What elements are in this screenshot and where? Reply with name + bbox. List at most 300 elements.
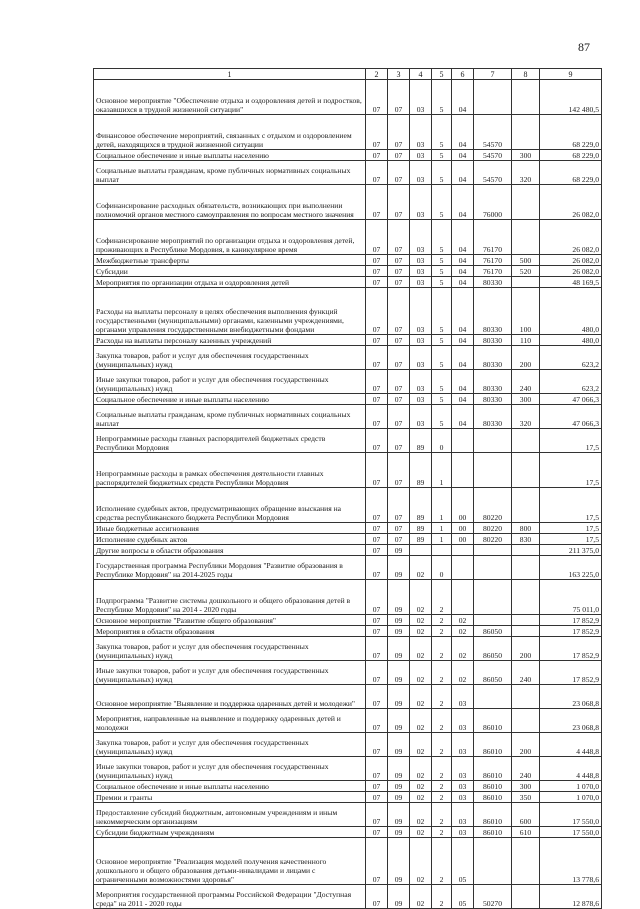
- row-expense-type: 240: [512, 370, 540, 394]
- row-expense-type: 240: [512, 757, 540, 781]
- row-expense-type: [512, 685, 540, 709]
- row-program: 03: [410, 288, 432, 335]
- row-target: 86010: [474, 827, 512, 838]
- row-expense-type: 350: [512, 792, 540, 803]
- row-amount: 4 448,8: [540, 733, 602, 757]
- row-name: Государственная программа Республики Мордовия "Развитие образования в Республике Мордовия" на 2014-2025 годы: [94, 556, 366, 580]
- row-name: Мероприятия, направленные на выявление и поддержку одаренных детей и молодежи: [94, 709, 366, 733]
- row-program: 02: [410, 685, 432, 709]
- row-program: 02: [410, 709, 432, 733]
- row-subsection: 09: [388, 803, 410, 827]
- row-section: 07: [366, 545, 388, 556]
- row-section: 07: [366, 580, 388, 615]
- row-program: 02: [410, 661, 432, 685]
- row-amount: 17,5: [540, 523, 602, 534]
- row-subprogram: 2: [432, 792, 452, 803]
- row-amount: 17,5: [540, 488, 602, 523]
- row-target: 54570: [474, 161, 512, 185]
- row-subprogram: 2: [432, 803, 452, 827]
- row-target: 80220: [474, 488, 512, 523]
- table-row: [94, 288, 602, 335]
- table-row: [94, 803, 602, 827]
- table-row: [94, 185, 602, 220]
- row-event: 04: [452, 185, 474, 220]
- row-program: 02: [410, 838, 432, 885]
- row-subprogram: 5: [432, 255, 452, 266]
- row-name: Основное мероприятие "Выявление и поддержка одаренных детей и молодежи": [94, 685, 366, 709]
- row-target: 54570: [474, 150, 512, 161]
- table-row: [94, 580, 602, 615]
- row-subsection: 09: [388, 661, 410, 685]
- row-program: 02: [410, 580, 432, 615]
- row-section: 07: [366, 429, 388, 453]
- table-row: [94, 266, 602, 277]
- row-expense-type: 500: [512, 255, 540, 266]
- row-subsection: 09: [388, 885, 410, 909]
- row-event: 04: [452, 277, 474, 288]
- table-row: [94, 556, 602, 580]
- row-subsection: 09: [388, 637, 410, 661]
- row-target: 86010: [474, 792, 512, 803]
- row-section: 07: [366, 405, 388, 429]
- row-amount: 623,2: [540, 346, 602, 370]
- table-row: [94, 220, 602, 255]
- row-section: 07: [366, 827, 388, 838]
- row-section: 07: [366, 534, 388, 545]
- row-event: 03: [452, 733, 474, 757]
- row-amount: 211 375,0: [540, 545, 602, 556]
- row-expense-type: 200: [512, 346, 540, 370]
- row-subprogram: 5: [432, 370, 452, 394]
- row-amount: 142 480,5: [540, 80, 602, 115]
- row-expense-type: [512, 615, 540, 626]
- row-name: Непрограммные расходы главных распорядителей бюджетных средств Республики Мордовия: [94, 429, 366, 453]
- row-name: Иные закупки товаров, работ и услуг для обеспечения государственных (муниципальных) нужд: [94, 661, 366, 685]
- row-expense-type: 110: [512, 335, 540, 346]
- row-amount: 48 169,5: [540, 277, 602, 288]
- row-target: 86010: [474, 757, 512, 781]
- table-row: [94, 488, 602, 523]
- row-program: 02: [410, 626, 432, 637]
- row-expense-type: [512, 115, 540, 150]
- header-cell: 2: [366, 69, 388, 80]
- row-target: [474, 545, 512, 556]
- row-subprogram: 5: [432, 277, 452, 288]
- row-amount: 623,2: [540, 370, 602, 394]
- row-section: 07: [366, 488, 388, 523]
- row-name: Социальное обеспечение и иные выплаты населению: [94, 781, 366, 792]
- row-expense-type: [512, 488, 540, 523]
- row-section: 07: [366, 637, 388, 661]
- row-subsection: 07: [388, 394, 410, 405]
- row-subprogram: 1: [432, 453, 452, 488]
- row-subsection: 07: [388, 534, 410, 545]
- row-subprogram: [432, 545, 452, 556]
- row-program: 02: [410, 556, 432, 580]
- row-amount: 480,0: [540, 288, 602, 335]
- row-program: [410, 545, 432, 556]
- row-section: 07: [366, 803, 388, 827]
- row-expense-type: [512, 556, 540, 580]
- row-section: 07: [366, 255, 388, 266]
- row-program: 03: [410, 150, 432, 161]
- row-subsection: 07: [388, 488, 410, 523]
- row-name: Предоставление субсидий бюджетным, автономным учреждениям и иным некоммерческим организациям: [94, 803, 366, 827]
- row-expense-type: 200: [512, 733, 540, 757]
- row-subsection: 09: [388, 709, 410, 733]
- row-subsection: 09: [388, 792, 410, 803]
- header-cell: 9: [540, 69, 602, 80]
- row-target: 86010: [474, 733, 512, 757]
- row-subprogram: 2: [432, 757, 452, 781]
- row-event: 04: [452, 288, 474, 335]
- row-subprogram: 1: [432, 534, 452, 545]
- row-program: 03: [410, 80, 432, 115]
- table-row: [94, 534, 602, 545]
- row-event: 05: [452, 838, 474, 885]
- row-target: 76170: [474, 255, 512, 266]
- row-subprogram: 5: [432, 80, 452, 115]
- row-subsection: 07: [388, 80, 410, 115]
- table-row: [94, 523, 602, 534]
- row-subprogram: 1: [432, 523, 452, 534]
- row-name: Мероприятия государственной программы Российской Федерации "Доступная среда" на 2011 - 2020 годы: [94, 885, 366, 909]
- row-amount: 26 082,0: [540, 266, 602, 277]
- row-program: 03: [410, 277, 432, 288]
- row-program: 02: [410, 803, 432, 827]
- row-name: Расходы на выплаты персоналу в целях обеспечения выполнения функций государственными (муниципальными) органами, казенными учреждениями, органами управления государственными внебюджетными фондами: [94, 288, 366, 335]
- row-amount: 68 229,0: [540, 161, 602, 185]
- row-target: 80330: [474, 405, 512, 429]
- row-program: 03: [410, 115, 432, 150]
- header-cell: 6: [452, 69, 474, 80]
- row-name: Закупка товаров, работ и услуг для обеспечения государственных (муниципальных) нужд: [94, 733, 366, 757]
- row-subprogram: 5: [432, 266, 452, 277]
- table-row: [94, 405, 602, 429]
- row-name: Субсидии: [94, 266, 366, 277]
- row-subsection: 09: [388, 838, 410, 885]
- row-subprogram: 5: [432, 288, 452, 335]
- row-section: 07: [366, 685, 388, 709]
- row-event: [452, 453, 474, 488]
- page-number: 87: [578, 40, 590, 54]
- row-event: 03: [452, 803, 474, 827]
- row-section: 07: [366, 733, 388, 757]
- table-row: [94, 429, 602, 453]
- row-event: 00: [452, 534, 474, 545]
- row-event: 03: [452, 709, 474, 733]
- row-name: Подпрограмма "Развитие системы дошкольного и общего образования детей в Республике Мордовия" на 2014 - 2020 годы: [94, 580, 366, 615]
- row-name: Основное мероприятие "Реализация моделей получения качественного дошкольного и общего образования детьми-инвалидами и лицами с ограниченными возможностями здоровья": [94, 838, 366, 885]
- row-amount: 17 550,0: [540, 803, 602, 827]
- row-subprogram: 2: [432, 580, 452, 615]
- row-subsection: 07: [388, 150, 410, 161]
- row-expense-type: [512, 80, 540, 115]
- row-name: Мероприятия в области образования: [94, 626, 366, 637]
- row-name: Исполнение судебных актов, предусматривающих обращение взыскания на средства республиканского бюджета Республики Мордовия: [94, 488, 366, 523]
- header-cell: 3: [388, 69, 410, 80]
- row-expense-type: [512, 453, 540, 488]
- row-subprogram: 5: [432, 346, 452, 370]
- row-expense-type: [512, 220, 540, 255]
- row-expense-type: 320: [512, 405, 540, 429]
- row-name: Софинансирование мероприятий по организации отдыха и оздоровления детей, проживающих в Республике Мордовия, в каникулярное время: [94, 220, 366, 255]
- row-section: 07: [366, 80, 388, 115]
- row-expense-type: [512, 429, 540, 453]
- row-event: 04: [452, 266, 474, 277]
- table-row: [94, 335, 602, 346]
- row-name: Премии и гранты: [94, 792, 366, 803]
- row-expense-type: [512, 185, 540, 220]
- row-program: 89: [410, 534, 432, 545]
- row-program: 02: [410, 792, 432, 803]
- row-subsection: 07: [388, 370, 410, 394]
- row-program: 02: [410, 615, 432, 626]
- row-amount: 1 070,0: [540, 792, 602, 803]
- row-amount: 26 082,0: [540, 255, 602, 266]
- row-event: 04: [452, 150, 474, 161]
- row-section: 07: [366, 709, 388, 733]
- row-name: Закупка товаров, работ и услуг для обеспечения государственных (муниципальных) нужд: [94, 637, 366, 661]
- row-event: [452, 545, 474, 556]
- row-event: 05: [452, 885, 474, 909]
- row-section: 07: [366, 266, 388, 277]
- row-name: Другие вопросы в области образования: [94, 545, 366, 556]
- row-name: Закупка товаров, работ и услуг для обеспечения государственных (муниципальных) нужд: [94, 346, 366, 370]
- row-target: 80220: [474, 534, 512, 545]
- row-amount: 480,0: [540, 335, 602, 346]
- table-row: [94, 757, 602, 781]
- table-row: [94, 685, 602, 709]
- row-subsection: 09: [388, 556, 410, 580]
- row-name: Мероприятия по организации отдыха и оздоровления детей: [94, 277, 366, 288]
- row-program: 03: [410, 394, 432, 405]
- row-section: 07: [366, 185, 388, 220]
- row-amount: 47 066,3: [540, 394, 602, 405]
- row-event: 03: [452, 685, 474, 709]
- row-program: 02: [410, 885, 432, 909]
- row-section: 07: [366, 161, 388, 185]
- table-row: [94, 838, 602, 885]
- row-event: 02: [452, 626, 474, 637]
- row-program: 02: [410, 827, 432, 838]
- row-program: 03: [410, 405, 432, 429]
- row-event: 00: [452, 488, 474, 523]
- row-subprogram: 2: [432, 661, 452, 685]
- row-subprogram: 2: [432, 626, 452, 637]
- row-subprogram: 5: [432, 150, 452, 161]
- row-amount: 4 448,8: [540, 757, 602, 781]
- row-target: 80330: [474, 277, 512, 288]
- row-section: 07: [366, 115, 388, 150]
- row-event: 04: [452, 346, 474, 370]
- table-row: [94, 792, 602, 803]
- row-section: 07: [366, 370, 388, 394]
- row-subprogram: 2: [432, 827, 452, 838]
- row-section: 07: [366, 335, 388, 346]
- row-event: 04: [452, 394, 474, 405]
- row-event: 03: [452, 781, 474, 792]
- row-event: 04: [452, 405, 474, 429]
- row-program: 03: [410, 255, 432, 266]
- row-subsection: 09: [388, 757, 410, 781]
- table-row: [94, 150, 602, 161]
- header-cell: 7: [474, 69, 512, 80]
- row-expense-type: 240: [512, 661, 540, 685]
- row-event: [452, 429, 474, 453]
- row-section: 07: [366, 394, 388, 405]
- row-expense-type: [512, 709, 540, 733]
- row-program: 03: [410, 185, 432, 220]
- row-program: 89: [410, 429, 432, 453]
- row-target: [474, 556, 512, 580]
- row-expense-type: 320: [512, 161, 540, 185]
- row-target: 76170: [474, 266, 512, 277]
- row-subprogram: 2: [432, 733, 452, 757]
- row-target: [474, 453, 512, 488]
- row-target: 86050: [474, 626, 512, 637]
- row-name: Социальное обеспечение и иные выплаты населению: [94, 150, 366, 161]
- table-row: [94, 346, 602, 370]
- row-amount: 17 852,9: [540, 661, 602, 685]
- row-subsection: 07: [388, 220, 410, 255]
- row-subsection: 07: [388, 335, 410, 346]
- row-target: 80330: [474, 288, 512, 335]
- row-subprogram: 2: [432, 838, 452, 885]
- row-target: [474, 838, 512, 885]
- row-name: Социальные выплаты гражданам, кроме публичных нормативных социальных выплат: [94, 405, 366, 429]
- row-event: 02: [452, 637, 474, 661]
- table-header-row: [94, 69, 602, 80]
- row-target: 80330: [474, 346, 512, 370]
- table-row: [94, 626, 602, 637]
- row-target: [474, 685, 512, 709]
- row-event: 04: [452, 115, 474, 150]
- row-section: 07: [366, 661, 388, 685]
- row-subsection: 07: [388, 266, 410, 277]
- row-name: Софинансирование расходных обязательств, возникающих при выполнении полномочий органов местного самоуправления по вопросам местного значения: [94, 185, 366, 220]
- row-amount: 17 852,9: [540, 626, 602, 637]
- row-target: 76000: [474, 185, 512, 220]
- row-subprogram: 2: [432, 615, 452, 626]
- row-amount: 17,5: [540, 534, 602, 545]
- row-subprogram: 5: [432, 161, 452, 185]
- row-expense-type: [512, 545, 540, 556]
- header-cell: 5: [432, 69, 452, 80]
- row-target: 80330: [474, 370, 512, 394]
- row-name: Иные бюджетные ассигнования: [94, 523, 366, 534]
- row-amount: 26 082,0: [540, 220, 602, 255]
- table-row: [94, 661, 602, 685]
- row-program: 03: [410, 346, 432, 370]
- row-program: 89: [410, 453, 432, 488]
- row-subsection: 09: [388, 545, 410, 556]
- row-target: 86010: [474, 781, 512, 792]
- row-event: [452, 580, 474, 615]
- table-row: [94, 827, 602, 838]
- row-subsection: 07: [388, 429, 410, 453]
- row-program: 03: [410, 370, 432, 394]
- row-target: 80330: [474, 335, 512, 346]
- row-subsection: 07: [388, 115, 410, 150]
- table-row: [94, 545, 602, 556]
- row-section: 07: [366, 615, 388, 626]
- row-subprogram: 2: [432, 885, 452, 909]
- row-target: [474, 580, 512, 615]
- row-expense-type: 200: [512, 637, 540, 661]
- table-row: [94, 394, 602, 405]
- row-subsection: 09: [388, 827, 410, 838]
- row-name: Иные закупки товаров, работ и услуг для обеспечения государственных (муниципальных) нужд: [94, 370, 366, 394]
- row-amount: 23 068,8: [540, 685, 602, 709]
- row-event: 04: [452, 161, 474, 185]
- row-subprogram: 5: [432, 405, 452, 429]
- row-program: 03: [410, 266, 432, 277]
- row-amount: 23 068,8: [540, 709, 602, 733]
- row-program: 03: [410, 220, 432, 255]
- table-row: [94, 161, 602, 185]
- row-event: [452, 556, 474, 580]
- row-event: 00: [452, 523, 474, 534]
- row-expense-type: 300: [512, 394, 540, 405]
- table-row: [94, 733, 602, 757]
- row-subprogram: 1: [432, 488, 452, 523]
- row-program: 02: [410, 781, 432, 792]
- row-subsection: 07: [388, 346, 410, 370]
- row-event: 04: [452, 335, 474, 346]
- header-cell: 4: [410, 69, 432, 80]
- budget-table: [93, 68, 602, 909]
- row-subprogram: 2: [432, 781, 452, 792]
- table-row: [94, 277, 602, 288]
- row-subsection: 07: [388, 405, 410, 429]
- table-row: [94, 370, 602, 394]
- header-cell: 8: [512, 69, 540, 80]
- row-section: 07: [366, 523, 388, 534]
- row-subprogram: 2: [432, 685, 452, 709]
- row-target: 86050: [474, 661, 512, 685]
- row-target: [474, 429, 512, 453]
- row-section: 07: [366, 288, 388, 335]
- row-section: 07: [366, 220, 388, 255]
- table-row: [94, 80, 602, 115]
- row-event: 04: [452, 220, 474, 255]
- row-subprogram: 5: [432, 220, 452, 255]
- table-row: [94, 115, 602, 150]
- row-name: Субсидии бюджетным учреждениям: [94, 827, 366, 838]
- header-cell: 1: [94, 69, 366, 80]
- row-event: 04: [452, 80, 474, 115]
- row-program: 03: [410, 161, 432, 185]
- row-name: Иные закупки товаров, работ и услуг для обеспечения государственных (муниципальных) нужд: [94, 757, 366, 781]
- row-amount: 47 066,3: [540, 405, 602, 429]
- row-target: 76170: [474, 220, 512, 255]
- table-row: [94, 255, 602, 266]
- row-program: 02: [410, 733, 432, 757]
- row-subsection: 07: [388, 185, 410, 220]
- row-section: 07: [366, 781, 388, 792]
- row-subsection: 09: [388, 781, 410, 792]
- row-target: [474, 80, 512, 115]
- row-section: 07: [366, 626, 388, 637]
- row-name: Основное мероприятие "Развитие общего образования": [94, 615, 366, 626]
- row-subprogram: 5: [432, 185, 452, 220]
- row-subsection: 09: [388, 626, 410, 637]
- row-target: 50270: [474, 885, 512, 909]
- row-section: 07: [366, 757, 388, 781]
- row-expense-type: 800: [512, 523, 540, 534]
- row-name: Основное мероприятие "Обеспечение отдыха и оздоровления детей и подростков, оказавшихся в трудной жизненной ситуации": [94, 80, 366, 115]
